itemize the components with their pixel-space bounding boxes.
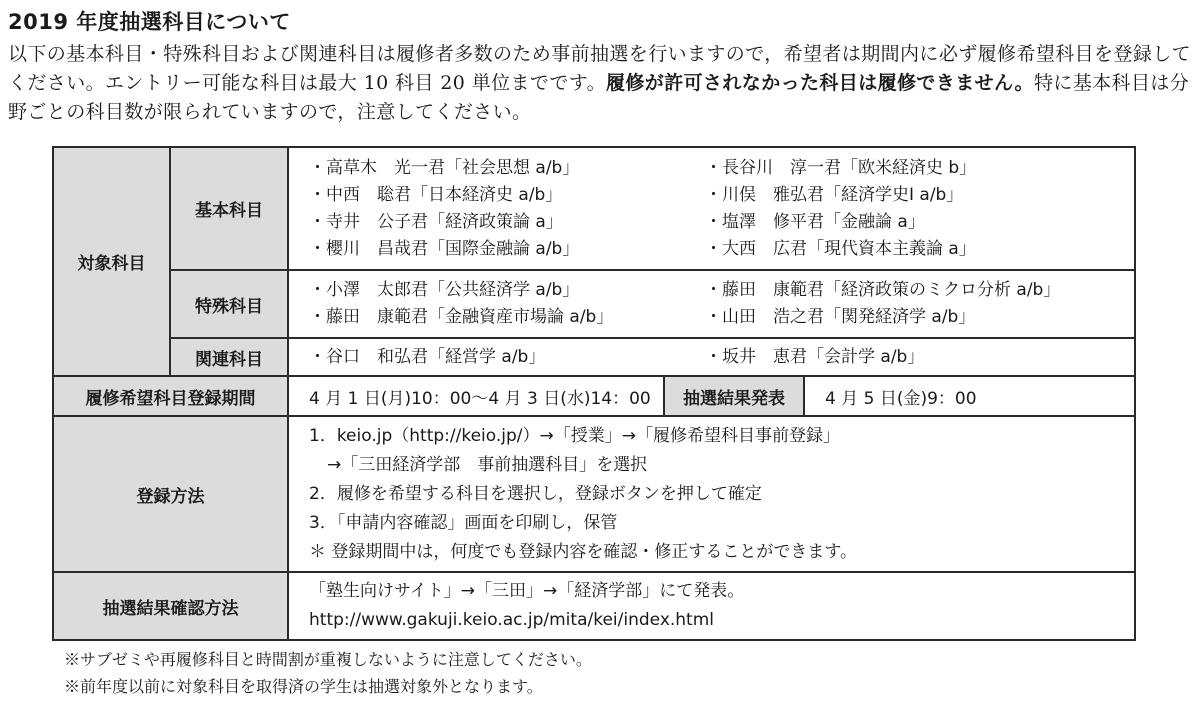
intro-text-1: 以下の基本科目・特殊科目および関連科目は履修者多数のため事前抽選を行いますので，希望者は期間内に必ず履修希望科目を登録してください。エントリー可能な科目は最大 10 科目 20 単位までです。 (8, 43, 1192, 94)
result-value: 4 月 5 日(金)9：00 (804, 376, 1135, 416)
intro-paragraph (8, 40, 1192, 127)
list-item: ・寺井 公子君「経済政策論 a」 (309, 211, 563, 232)
method-note: ＊ 登録期間中は，何度でも登録内容を確認・修正することができます。 (309, 541, 858, 562)
footnote: ※サブゼミや再履修科目と時間割が重複しないように注意してください。 (64, 650, 592, 669)
list-item: ・櫻川 昌哉君「国際金融論 a/b」 (309, 238, 580, 259)
confirm-url: http://www.gakuji.keio.ac.jp/mita/kei/index.html (309, 610, 715, 630)
confirm-list (288, 572, 1135, 640)
footnotes (64, 646, 592, 700)
list-item: ・中西 聡君「日本経済史 a/b」 (309, 184, 563, 205)
method-list (288, 416, 1135, 572)
method-line: 3．「申請内容確認」画面を印刷し，保管 (309, 512, 618, 533)
intro-text-2: 特に基本科目は分野ごとの科目数が限られていますので，注意してください。 (8, 72, 1190, 123)
list-item: ・川俣 雅弘君「経済学史Ⅰ a/b」 (705, 184, 964, 205)
footnote: ※前年度以前に対象科目を取得済の学生は抽選対象外となります。 (64, 677, 543, 696)
period-label: 履修希望科目登録期間 (53, 376, 288, 416)
method-line: 2．履修を希望する科目を選択し，登録ボタンを押して確定 (309, 483, 762, 504)
list-item: ・小澤 太郎君「公共経済学 a/b」 (309, 280, 580, 300)
confirm-label: 抽選結果確認方法 (53, 572, 288, 640)
target-label: 対象科目 (53, 147, 170, 376)
method-line: 1．keio.jp（http://keio.jp/）→「授業」→「履修希望科目事前登録」 (309, 425, 840, 446)
result-label: 抽選結果発表 (664, 376, 804, 416)
confirm-row (53, 572, 1135, 640)
special-label: 特殊科目 (170, 270, 288, 338)
special-row (53, 270, 1135, 338)
list-item: ・山田 浩之君「関発経済学 a/b」 (705, 307, 976, 327)
period-row (53, 376, 1135, 416)
list-item: ・塩澤 修平君「金融論 a」 (705, 211, 925, 232)
lottery-table (52, 146, 1136, 641)
method-row (53, 416, 1135, 572)
basic-row (53, 147, 1135, 270)
related-label: 関連科目 (170, 338, 288, 376)
list-item: ・大西 広君「現代資本主義論 a」 (705, 238, 976, 259)
method-label: 登録方法 (53, 416, 288, 572)
special-list (288, 270, 1135, 338)
confirm-line: 「塾生向けサイト」→「三田」→「経済学部」にて発表。 (309, 581, 745, 601)
basic-label: 基本科目 (170, 147, 288, 270)
page-title: 2019 年度抽選科目について (8, 10, 291, 34)
list-item: ・高草木 光一君「社会思想 a/b」 (309, 157, 580, 178)
related-row (53, 338, 1135, 376)
related-list (288, 338, 1135, 376)
list-item: ・谷口 和弘君「経営学 a/b」 (309, 346, 546, 367)
period-value: 4 月 1 日(月)10：00〜4 月 3 日(水)14：00 (288, 376, 664, 416)
intro-warning: 履修が許可されなかった科目は履修できません。 (606, 72, 1034, 94)
list-item: ・藤田 康範君「金融資産市場論 a/b」 (309, 307, 614, 327)
method-line: →「三田経済学部 事前抽選科目」を選択 (327, 454, 648, 475)
list-item: ・長谷川 淳一君「欧米経済史 b」 (705, 157, 977, 178)
list-item: ・坂井 恵君「会計学 a/b」 (705, 346, 925, 367)
basic-list (288, 147, 1135, 270)
list-item: ・藤田 康範君「経済政策のミクロ分析 a/b」 (705, 280, 1061, 300)
